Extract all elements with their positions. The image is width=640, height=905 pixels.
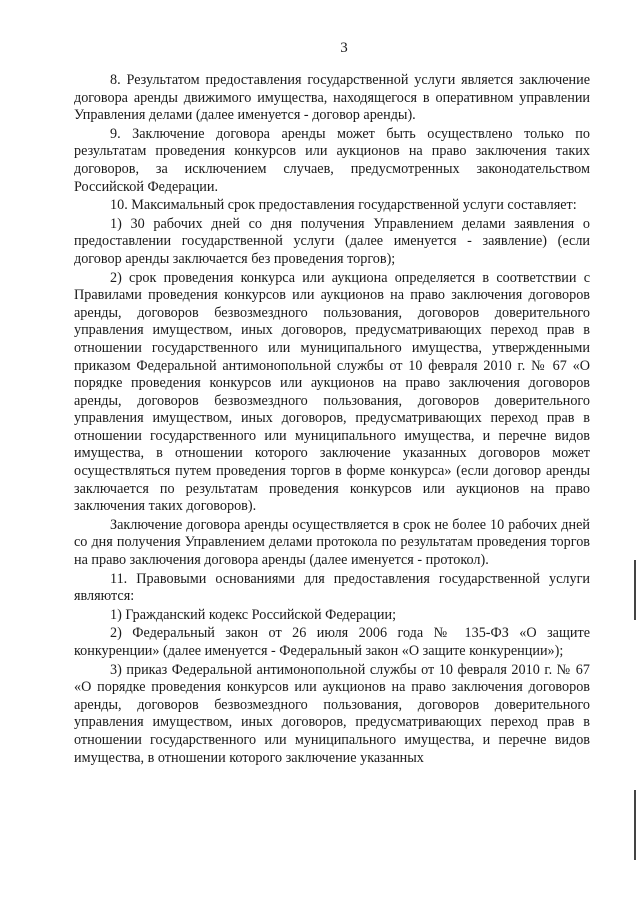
paragraph-11: 11. Правовыми основаниями для предоставления государственной услуги являются: [74, 570, 590, 605]
paragraph-10: 10. Максимальный срок предоставления государственной услуги составляет: [110, 197, 577, 214]
paragraph-10-item-2: 2) срок проведения конкурса или аукциона определяется в соответствии с Правилами проведения конкурсов или аукционов на право заключения договоров аренды, договоров безвозмездного пользования, договоров доверительного управления имуществом, иных договоров, предусматривающих переход прав в отношении государственного или муниципального имущества, утвержденными приказом Федеральной антимонопольной службы от 10 февраля 2010 г. № 67 «О порядке проведения конкурсов или аукционов на право заключения договоров аренды, договоров безвозмездного пользования, договоров доверительного управления имуществом, иных договоров, предусматривающих переход прав в отношении государственного или муниципального имущества, и перечне видов имущества, в отношении которого заключение указанных договоров может осуществляться путем проведения торгов в форме конкурса» (если договор аренды заключается по результатам проведения конкурсов или аукционов на право заключения таких договоров). [74, 269, 590, 515]
document-body [74, 72, 590, 767]
paragraph-9: 9. Заключение договора аренды может быть осуществлено только по результатам проведения конкурсов или аукционов на право заключения таких договоров, за исключением случаев, предусмотренных законодательством Российской Федерации. [74, 125, 590, 195]
scan-edge-mark [634, 560, 636, 620]
paragraph-11-item-2: 2) Федеральный закон от 26 июля 2006 года № 135-ФЗ «О защите конкуренции» (далее именуется - Федеральный закон «О защите конкуренции»); [74, 625, 590, 659]
page-number: 3 [340, 40, 348, 56]
paragraph-8: 8. Результатом предоставления государственной услуги является заключение договора аренды движимого имущества, находящегося в оперативном управлении Управления делами (далее именуется - договор аренды). [74, 72, 590, 124]
paragraph-10-item-1: 1) 30 рабочих дней со дня получения Управлением делами заявления о предоставлении государственной услуги (далее именуется - заявление) (если договор аренды заключается без проведения торгов); [74, 215, 590, 267]
paragraph-contract-term: Заключение договора аренды осуществляется в срок не более 10 рабочих дней со дня получения Управлением делами протокола по результатам проведения торгов на право заключения договора аренды (далее именуется - протокол). [74, 516, 590, 569]
scan-edge-mark [634, 790, 636, 860]
paragraph-11-item-3: 3) приказ Федеральной антимонопольной службы от 10 февраля 2010 г. № 67 «О порядке проведения конкурсов или аукционов на право заключения договоров аренды, договоров безвозмездного пользования, договоров доверительного управления имуществом, иных договоров, предусматривающих переход прав в отношении государственного или муниципального имущества, и перечне видов имущества, в отношении которого заключение указанных [74, 661, 590, 766]
paragraph-11-item-1: 1) Гражданский кодекс Российской Федерации; [110, 606, 397, 623]
